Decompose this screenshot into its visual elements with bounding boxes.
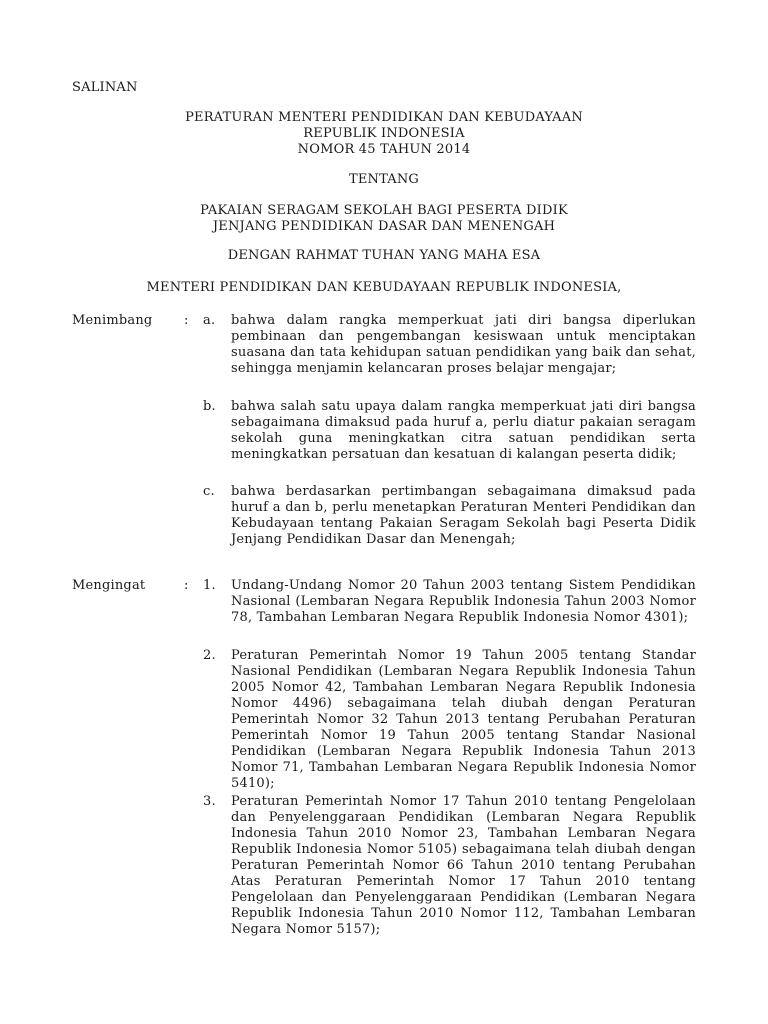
title-line: PERATURAN MENTERI PENDIDIKAN DAN KEBUDAYAAN [185, 110, 583, 125]
item-marker: 3. [203, 794, 216, 809]
colon: : [184, 578, 189, 593]
menimbang-item [0, 399, 768, 484]
mengingat-section [0, 578, 768, 938]
menimbang-section [0, 313, 768, 548]
menimbang-item [0, 313, 768, 399]
item-text: bahwa berdasarkan pertimbangan sebagaimana dimaksud pada huruf a dan b, perlu menetapkan Peraturan Menteri Pendidikan dan Kebudayaan tentang Pakaian Seragam Sekolah bagi Peserta Didik Jenjang Pendidikan Dasar dan Menengah; [231, 484, 696, 547]
item-text: Peraturan Pemerintah Nomor 17 Tahun 2010 tentang Pengelolaan dan Penyelenggaraan Pendidikan (Lembaran Negara Republik Indonesia Tahun 2010 Nomor 23, Tambahan Lembaran Negara Republik Indonesia Nomor 5105) sebagaimana telah diubah dengan Peraturan Pemerintah Nomor 66 Tahun 2010 tentang Perubahan Atas Peraturan Pemerintah Nomor 17 Tahun 2010 tentang Pengelolaan dan Penyelenggaraan Pendidikan (Lembaran Negara Republik Indonesia Tahun 2010 Nomor 112, Tambahan Lembaran Negara Nomor 5157); [231, 794, 696, 937]
mengingat-item [0, 794, 768, 938]
menimbang-item [0, 484, 768, 548]
subject-line: PAKAIAN SERAGAM SEKOLAH BAGI PESERTA DIDIK [200, 203, 568, 218]
item-text: Undang-Undang Nomor 20 Tahun 2003 tentang Sistem Pendidikan Nasional (Lembaran Negara Republik Indonesia Tahun 2003 Nomor 78, Tambahan Lembaran Negara Republik Indonesia Nomor 4301); [231, 578, 696, 625]
item-marker: a. [203, 313, 216, 328]
menteri-line: MENTERI PENDIDIKAN DAN KEBUDAYAAN REPUBLIK INDONESIA, [146, 280, 622, 295]
rahmat-line: DENGAN RAHMAT TUHAN YANG MAHA ESA [227, 248, 541, 263]
mengingat-item [0, 578, 768, 648]
item-text: Peraturan Pemerintah Nomor 19 Tahun 2005 tentang Standar Nasional Pendidikan (Lembaran Negara Republik Indonesia Tahun 2005 Nomor 42, Tambahan Lembaran Negara Republik Indonesia Nomor 4496) sebagaimana telah diubah dengan Peraturan Pemerintah Nomor 32 Tahun 2013 tentang Perubahan Peraturan Pemerintah Nomor 19 Tahun 2005 tentang Standar Nasional Pendidikan (Lembaran Negara Republik Indonesia Tahun 2013 Nomor 71, Tambahan Lembaran Negara Republik Indonesia Nomor 5410); [231, 648, 696, 791]
regulation-subject [0, 203, 768, 235]
mengingat-label: Mengingat [72, 578, 146, 593]
mengingat-item [0, 648, 768, 794]
colon: : [184, 313, 189, 328]
regulation-title [0, 110, 768, 158]
item-marker: b. [203, 399, 216, 414]
tentang-heading: TENTANG [348, 172, 420, 187]
item-marker: c. [203, 484, 215, 499]
item-text: bahwa dalam rangka memperkuat jati diri bangsa diperlukan pembinaan dan pengembangan kesiswaan untuk menciptakan suasana dan tata kehidupan satuan pendidikan yang baik dan sehat, sehingga menjamin kelancaran proses belajar mengajar; [231, 313, 696, 376]
title-line: NOMOR 45 TAHUN 2014 [297, 142, 471, 157]
menimbang-label: Menimbang [72, 313, 153, 328]
item-marker: 2. [203, 648, 216, 663]
subject-line: JENJANG PENDIDIKAN DASAR DAN MENENGAH [212, 219, 556, 234]
item-text: bahwa salah satu upaya dalam rangka memperkuat jati diri bangsa sebagaimana dimaksud pada huruf a, perlu diatur pakaian seragam sekolah guna meningkatkan citra satuan pendidikan serta meningkatkan persatuan dan kesatuan di kalangan peserta didik; [231, 399, 696, 462]
title-line: REPUBLIK INDONESIA [303, 126, 465, 141]
item-marker: 1. [203, 578, 216, 593]
salinan-label: SALINAN [72, 80, 138, 95]
